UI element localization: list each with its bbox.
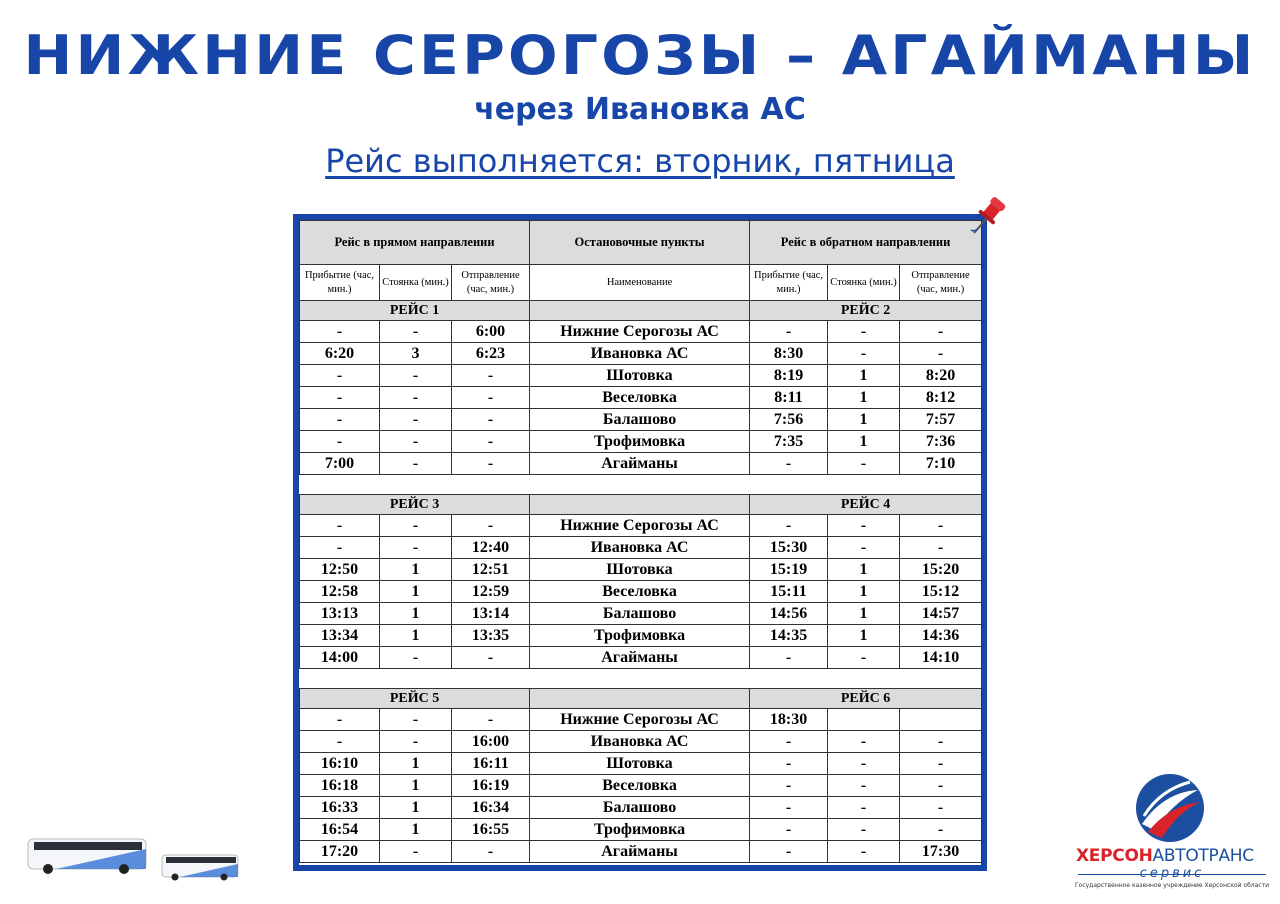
cell-stop-name: Агайманы: [530, 647, 750, 669]
cell-stop-forward: -: [380, 431, 452, 453]
table-row: [300, 819, 982, 841]
cell-arrival-backward: 15:11: [750, 581, 828, 603]
cell-stop-name: Балашово: [530, 797, 750, 819]
cell-stop-name: Нижние Серогозы АС: [530, 321, 750, 343]
trip-header-row: [300, 689, 982, 709]
cell-stop-name: Балашово: [530, 603, 750, 625]
cell-departure-forward: 16:19: [452, 775, 530, 797]
trip-header-row: [300, 495, 982, 515]
cell-arrival-backward: -: [750, 321, 828, 343]
cell-stop-name: Агайманы: [530, 841, 750, 863]
cell-arrival-backward: 14:35: [750, 625, 828, 647]
cell-arrival-forward: -: [300, 321, 380, 343]
operating-days: Рейс выполняется: вторник, пятница: [325, 142, 955, 180]
cell-stop-name: Веселовка: [530, 581, 750, 603]
cell-stop-backward: -: [828, 321, 900, 343]
cell-stop-forward: -: [380, 515, 452, 537]
cell-stop-backward: [828, 709, 900, 731]
cell-stop-forward: 1: [380, 625, 452, 647]
cell-arrival-backward: -: [750, 797, 828, 819]
cell-departure-backward: 17:30: [900, 841, 982, 863]
cell-stop-forward: -: [380, 365, 452, 387]
table-row: [300, 453, 982, 475]
cell-stop-name: Ивановка АС: [530, 731, 750, 753]
forward-header: Рейс в прямом направлении: [300, 221, 530, 265]
cell-arrival-backward: -: [750, 453, 828, 475]
cell-arrival-backward: -: [750, 515, 828, 537]
cell-departure-backward: -: [900, 321, 982, 343]
cell-departure-forward: 6:00: [452, 321, 530, 343]
cell-stop-backward: -: [828, 647, 900, 669]
cell-stop-forward: 1: [380, 819, 452, 841]
table-row: [300, 775, 982, 797]
cell-departure-backward: 14:57: [900, 603, 982, 625]
cell-departure-forward: 16:00: [452, 731, 530, 753]
cell-stop-forward: -: [380, 409, 452, 431]
cell-arrival-forward: 17:20: [300, 841, 380, 863]
cell-departure-forward: -: [452, 431, 530, 453]
cell-stop-backward: 1: [828, 559, 900, 581]
backward-header: Рейс в обратном направлении: [750, 221, 982, 265]
bus-icon: [160, 852, 240, 882]
cell-arrival-forward: 12:58: [300, 581, 380, 603]
cell-stop-name: Трофимовка: [530, 819, 750, 841]
table-row: [300, 409, 982, 431]
cell-arrival-forward: 16:18: [300, 775, 380, 797]
cell-stop-forward: 1: [380, 581, 452, 603]
cell-departure-forward: 12:59: [452, 581, 530, 603]
col-stop-forward: Стоянка (мин.): [380, 265, 452, 301]
col-arrival-forward: Прибытие (час, мин.): [300, 265, 380, 301]
trip-label-blank: [530, 689, 750, 709]
cell-arrival-forward: 13:34: [300, 625, 380, 647]
cell-stop-backward: -: [828, 537, 900, 559]
cell-stop-forward: 1: [380, 753, 452, 775]
cell-stop-backward: -: [828, 775, 900, 797]
table-row: [300, 431, 982, 453]
table-row: [300, 647, 982, 669]
cell-stop-backward: 1: [828, 581, 900, 603]
pushpin-icon: [968, 193, 1008, 237]
cell-arrival-backward: -: [750, 775, 828, 797]
table-row: [300, 559, 982, 581]
cell-arrival-forward: 7:00: [300, 453, 380, 475]
cell-arrival-backward: 15:30: [750, 537, 828, 559]
cell-departure-forward: 16:55: [452, 819, 530, 841]
cell-arrival-forward: -: [300, 365, 380, 387]
cell-departure-forward: -: [452, 453, 530, 475]
cell-arrival-forward: -: [300, 387, 380, 409]
schedule-table: [299, 220, 982, 863]
table-row: [300, 343, 982, 365]
cell-arrival-forward: 14:00: [300, 647, 380, 669]
cell-departure-forward: 16:11: [452, 753, 530, 775]
col-stop-backward: Стоянка (мин.): [828, 265, 900, 301]
cell-stop-name: Трофимовка: [530, 431, 750, 453]
cell-departure-forward: -: [452, 387, 530, 409]
table-subheader-row: [300, 265, 982, 301]
cell-departure-backward: 14:36: [900, 625, 982, 647]
cell-departure-backward: -: [900, 775, 982, 797]
table-row: [300, 365, 982, 387]
col-departure-backward: Отправление (час, мин.): [900, 265, 982, 301]
cell-stop-name: Шотовка: [530, 365, 750, 387]
cell-arrival-backward: 18:30: [750, 709, 828, 731]
cell-arrival-backward: 8:11: [750, 387, 828, 409]
cell-departure-forward: 6:23: [452, 343, 530, 365]
cell-departure-forward: 13:14: [452, 603, 530, 625]
cell-stop-backward: 1: [828, 387, 900, 409]
cell-departure-backward: 7:36: [900, 431, 982, 453]
company-logo: [1072, 772, 1272, 892]
table-row: [300, 603, 982, 625]
trip-label-blank: [530, 495, 750, 515]
cell-arrival-backward: -: [750, 731, 828, 753]
cell-stop-backward: -: [828, 753, 900, 775]
cell-arrival-forward: -: [300, 431, 380, 453]
cell-departure-forward: -: [452, 409, 530, 431]
cell-stop-forward: -: [380, 647, 452, 669]
col-name: Наименование: [530, 265, 750, 301]
col-departure-forward: Отправление (час, мин.): [452, 265, 530, 301]
cell-stop-forward: -: [380, 537, 452, 559]
cell-departure-forward: -: [452, 647, 530, 669]
spacer-cell: [300, 669, 982, 689]
spacer-row: [300, 475, 982, 495]
trip-label-blank: [530, 301, 750, 321]
cell-stop-backward: -: [828, 731, 900, 753]
cell-arrival-backward: -: [750, 841, 828, 863]
cell-stop-backward: -: [828, 343, 900, 365]
cell-stop-backward: 1: [828, 365, 900, 387]
cell-departure-backward: 8:12: [900, 387, 982, 409]
cell-stop-name: Нижние Серогозы АС: [530, 709, 750, 731]
cell-stop-name: Шотовка: [530, 559, 750, 581]
cell-arrival-backward: 7:56: [750, 409, 828, 431]
cell-arrival-forward: 16:33: [300, 797, 380, 819]
cell-arrival-forward: -: [300, 731, 380, 753]
cell-departure-forward: 13:35: [452, 625, 530, 647]
bus-icon: [26, 835, 148, 875]
cell-arrival-forward: -: [300, 515, 380, 537]
spacer-cell: [300, 475, 982, 495]
cell-departure-backward: -: [900, 797, 982, 819]
cell-stop-forward: -: [380, 321, 452, 343]
cell-departure-backward: 8:20: [900, 365, 982, 387]
cell-arrival-forward: -: [300, 537, 380, 559]
table-row: [300, 709, 982, 731]
cell-stop-forward: -: [380, 841, 452, 863]
spacer-row: [300, 669, 982, 689]
table-row: [300, 387, 982, 409]
logo-name-part1: ХЕРСОН: [1076, 846, 1153, 866]
cell-arrival-forward: -: [300, 409, 380, 431]
cell-departure-forward: 12:51: [452, 559, 530, 581]
cell-arrival-forward: 6:20: [300, 343, 380, 365]
cell-departure-forward: 12:40: [452, 537, 530, 559]
cell-departure-backward: 15:12: [900, 581, 982, 603]
cell-stop-backward: -: [828, 453, 900, 475]
logo-emblem-icon: [1134, 772, 1206, 844]
cell-departure-backward: -: [900, 731, 982, 753]
page-title: НИЖНИЕ СЕРОГОЗЫ – АГАЙМАНЫ: [23, 24, 1257, 87]
cell-departure-forward: 16:34: [452, 797, 530, 819]
cell-stop-backward: 1: [828, 431, 900, 453]
cell-arrival-backward: 8:19: [750, 365, 828, 387]
cell-stop-name: Балашово: [530, 409, 750, 431]
cell-arrival-backward: -: [750, 819, 828, 841]
cell-stop-backward: 1: [828, 409, 900, 431]
cell-stop-name: Веселовка: [530, 775, 750, 797]
cell-stop-forward: -: [380, 731, 452, 753]
cell-arrival-forward: 16:10: [300, 753, 380, 775]
cell-departure-forward: -: [452, 841, 530, 863]
cell-departure-backward: [900, 709, 982, 731]
trip-label-forward: РЕЙС 1: [300, 301, 530, 321]
cell-stop-forward: 1: [380, 797, 452, 819]
cell-arrival-backward: -: [750, 753, 828, 775]
trip-label-backward: РЕЙС 4: [750, 495, 982, 515]
table-header-row: [300, 221, 982, 265]
cell-stop-backward: 1: [828, 625, 900, 647]
cell-arrival-backward: 8:30: [750, 343, 828, 365]
trip-label-backward: РЕЙС 6: [750, 689, 982, 709]
table-row: [300, 753, 982, 775]
cell-stop-forward: 1: [380, 559, 452, 581]
cell-stop-forward: 1: [380, 775, 452, 797]
cell-stop-name: Агайманы: [530, 453, 750, 475]
col-arrival-backward: Прибытие (час, мин.): [750, 265, 828, 301]
page-subtitle: через Ивановка АС: [474, 92, 806, 127]
cell-arrival-forward: 12:50: [300, 559, 380, 581]
table-row: [300, 797, 982, 819]
logo-name: [1076, 846, 1270, 866]
cell-departure-backward: 14:10: [900, 647, 982, 669]
cell-departure-backward: -: [900, 515, 982, 537]
table-row: [300, 731, 982, 753]
cell-arrival-backward: 7:35: [750, 431, 828, 453]
cell-stop-backward: 1: [828, 603, 900, 625]
cell-stop-name: Ивановка АС: [530, 343, 750, 365]
cell-departure-backward: 15:20: [900, 559, 982, 581]
cell-stop-backward: -: [828, 841, 900, 863]
cell-departure-forward: -: [452, 515, 530, 537]
cell-departure-backward: -: [900, 343, 982, 365]
cell-stop-name: Нижние Серогозы АС: [530, 515, 750, 537]
cell-stop-forward: -: [380, 387, 452, 409]
cell-departure-backward: -: [900, 753, 982, 775]
cell-arrival-forward: 16:54: [300, 819, 380, 841]
cell-arrival-backward: 15:19: [750, 559, 828, 581]
table-row: [300, 625, 982, 647]
cell-arrival-backward: -: [750, 647, 828, 669]
cell-stop-name: Веселовка: [530, 387, 750, 409]
trip-label-forward: РЕЙС 3: [300, 495, 530, 515]
table-row: [300, 515, 982, 537]
cell-stop-name: Шотовка: [530, 753, 750, 775]
cell-stop-backward: -: [828, 797, 900, 819]
cell-departure-forward: -: [452, 709, 530, 731]
cell-departure-forward: -: [452, 365, 530, 387]
stops-header: Остановочные пункты: [530, 221, 750, 265]
cell-stop-forward: 1: [380, 603, 452, 625]
logo-sub: сервис: [1139, 866, 1205, 881]
cell-stop-forward: 3: [380, 343, 452, 365]
schedule-frame: [293, 214, 987, 871]
cell-arrival-forward: -: [300, 709, 380, 731]
trip-label-backward: РЕЙС 2: [750, 301, 982, 321]
table-row: [300, 321, 982, 343]
cell-departure-backward: 7:10: [900, 453, 982, 475]
trip-header-row: [300, 301, 982, 321]
table-row: [300, 581, 982, 603]
cell-stop-backward: -: [828, 819, 900, 841]
cell-stop-backward: -: [828, 515, 900, 537]
cell-stop-forward: -: [380, 709, 452, 731]
cell-stop-forward: -: [380, 453, 452, 475]
cell-arrival-forward: 13:13: [300, 603, 380, 625]
trip-label-forward: РЕЙС 5: [300, 689, 530, 709]
cell-departure-backward: -: [900, 537, 982, 559]
cell-stop-name: Ивановка АС: [530, 537, 750, 559]
table-row: [300, 537, 982, 559]
logo-name-part2: АВТОТРАНС: [1152, 846, 1254, 866]
cell-arrival-backward: 14:56: [750, 603, 828, 625]
cell-departure-backward: 7:57: [900, 409, 982, 431]
table-row: [300, 841, 982, 863]
cell-departure-backward: -: [900, 819, 982, 841]
logo-caption: Государственное казенное учреждение Херсонской области: [1075, 882, 1269, 889]
cell-stop-name: Трофимовка: [530, 625, 750, 647]
